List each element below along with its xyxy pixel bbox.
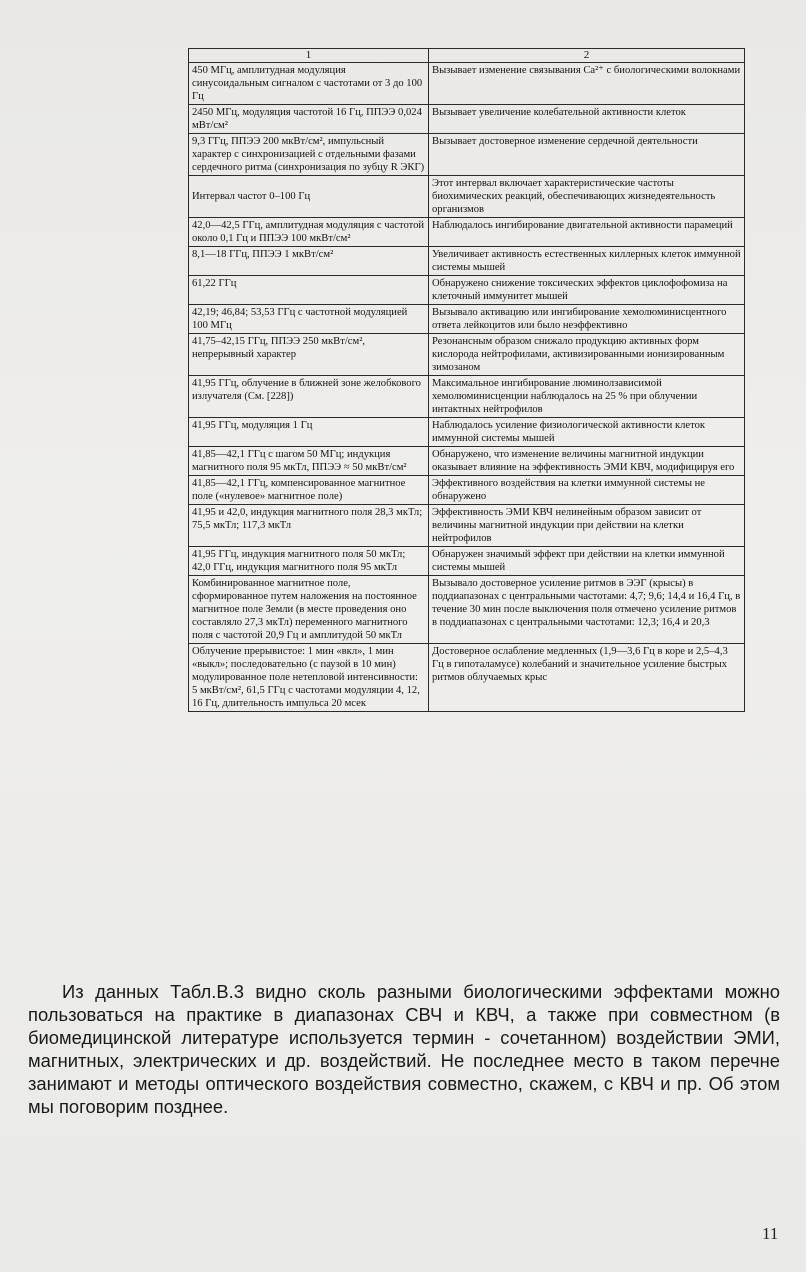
table-row: [189, 276, 745, 305]
table-cell-effect: Резонансным образом снижало продукцию активных форм кислорода нейтрофилами, активизированными ионизированным зимозаном: [429, 334, 745, 376]
table-cell-exposure: 42,0—42,5 ГГц, амплитудная модуляция с частотой около 0,1 Гц и ППЭЭ 100 мкВт/см²: [189, 218, 429, 247]
table-cell-effect: Этот интервал включает характеристические частоты биохимических реакций, обеспечивающих жизнедеятельность организмов: [429, 176, 745, 218]
table-cell-effect: Вызывало достоверное усиление ритмов в ЭЭГ (крысы) в поддиапазонах с центральными частотами: 4,7; 9,6; 14,4 и 16,4 Гц, в течение 30 мин после выключения поля отмечено усиление ритмов в поддиапазонах с центральными частотами: 12,3; 16,4 и 20,3: [429, 576, 745, 644]
table-cell-effect: Вызывало активацию или ингибирование хемолюминисцентного ответа лейкоцитов или было неэффективно: [429, 305, 745, 334]
body-paragraph: Из данных Табл.В.3 видно сколь разными биологическими эффектами можно пользоваться на практике в диапазонах СВЧ и КВЧ, а также при совместном (в биомедицинской литературе используется термин - сочетанном) воздействии ЭМИ, магнитных, электрических и др. воздействий. Не последнее место в таком перечне занимают и методы оптического воздействия совместно, скажем, с КВЧ и пр. Об этом мы поговорим позднее.: [28, 981, 780, 1118]
table-cell-exposure: 41,95 и 42,0, индукция магнитного поля 28,3 мкТл; 75,5 мкТл; 117,3 мкТл: [189, 505, 429, 547]
table-cell-effect: Вызывает достоверное изменение сердечной деятельности: [429, 134, 745, 176]
page-number: 11: [762, 1224, 779, 1243]
table-cell-effect: Максимальное ингибирование люминолзависимой хемолюминисценции наблюдалось на 25 % при облучении интактных нейтрофилов: [429, 376, 745, 418]
table-cell-effect: Увеличивает активность естественных киллерных клеток иммунной системы мышей: [429, 247, 745, 276]
table-row: [189, 505, 745, 547]
table-row: [189, 134, 745, 176]
table-row: [189, 447, 745, 476]
table-row: [189, 176, 745, 218]
table-cell-exposure: Комбинированное магнитное поле, сформированное путем наложения на постоянное магнитное поле Земли (в месте проведения оно составляло 27,3 мкТл) переменного магнитного поля с частотой 20,9 Гц и амплитудой 50 мкТл: [189, 576, 429, 644]
table-header-cell: 1: [189, 49, 429, 63]
table-cell-exposure: 41,95 ГГц, индукция магнитного поля 50 мкТл; 42,0 ГГц, индукция магнитного поля 95 мкТл: [189, 547, 429, 576]
table-cell-exposure: 41,85—42,1 ГГц с шагом 50 МГц; индукция магнитного поля 95 мкТл, ППЭЭ ≈ 50 мкВт/см²: [189, 447, 429, 476]
effects-table-container: [188, 48, 742, 712]
table-cell-exposure: 41,95 ГГц, облучение в ближней зоне желобкового излучателя (См. [228]): [189, 376, 429, 418]
table-cell-effect: Обнаружено снижение токсических эффектов циклофофомиза на клеточный иммунитет мышей: [429, 276, 745, 305]
table-row: [189, 334, 745, 376]
table-cell-effect: Обнаружено, что изменение величины магнитной индукции оказывает влияние на эффективность ЭМИ КВЧ, модифицируя его: [429, 447, 745, 476]
effects-table: [188, 48, 745, 712]
table-row: [189, 105, 745, 134]
table-cell-effect: Достоверное ослабление медленных (1,9—3,6 Гц в коре и 2,5–4,3 Гц в гипоталамусе) колебаний и значительное усиление быстрых ритмов облучаемых крыс: [429, 644, 745, 712]
table-cell-exposure: 8,1—18 ГГц, ППЭЭ 1 мкВт/см²: [189, 247, 429, 276]
table-cell-effect: Вызывает изменение связывания Са²⁺ с биологическими волокнами: [429, 63, 745, 105]
table-row: [189, 418, 745, 447]
table-cell-exposure: 61,22 ГГц: [189, 276, 429, 305]
table-cell-exposure: 41,95 ГГц, модуляция 1 Гц: [189, 418, 429, 447]
table-header-row: [189, 49, 745, 63]
table-cell-exposure: 9,3 ГГц, ППЭЭ 200 мкВт/см², импульсный характер с синхронизацией с отдельными фазами сердечного ритма (синхронизация по зубцу R ЭКГ): [189, 134, 429, 176]
table-row: [189, 376, 745, 418]
table-row: [189, 644, 745, 712]
table-cell-exposure: 41,75–42,15 ГГц, ППЭЭ 250 мкВт/см², непрерывный характер: [189, 334, 429, 376]
table-cell-exposure: 2450 МГц, модуляция частотой 16 Гц, ППЭЭ 0,024 мВт/см²: [189, 105, 429, 134]
table-row: [189, 476, 745, 505]
table-row: [189, 576, 745, 644]
table-header-cell: 2: [429, 49, 745, 63]
table-cell-exposure: Интервал частот 0–100 Гц: [189, 176, 429, 218]
table-row: [189, 547, 745, 576]
table-cell-exposure: Облучение прерывистое: 1 мин «вкл», 1 мин «выкл»; последовательно (с паузой в 10 мин) модулированное поле нетепловой интенсивности: 5 мкВт/см², 61,5 ГГц с частотами модуляции 4, 12, 16 Гц, длительность импульса 20 мсек: [189, 644, 429, 712]
table-row: [189, 63, 745, 105]
table-cell-effect: Эффективность ЭМИ КВЧ нелинейным образом зависит от величины магнитной индукции при действии на клетки нейтрофилов: [429, 505, 745, 547]
table-cell-effect: Эффективного воздействия на клетки иммунной системы не обнаружено: [429, 476, 745, 505]
table-cell-exposure: 41,85—42,1 ГГц, компенсированное магнитное поле («нулевое» магнитное поле): [189, 476, 429, 505]
table-row: [189, 218, 745, 247]
table-cell-effect: Обнаружен значимый эффект при действии на клетки иммунной системы мышей: [429, 547, 745, 576]
table-row: [189, 305, 745, 334]
table-cell-exposure: 450 МГц, амплитудная модуляция синусоидальным сигналом с частотами от 3 до 100 Гц: [189, 63, 429, 105]
table-cell-exposure: 42,19; 46,84; 53,53 ГГц с частотной модуляцией 100 МГц: [189, 305, 429, 334]
table-cell-effect: Наблюдалось усиление физиологической активности клеток иммунной системы мышей: [429, 418, 745, 447]
table-cell-effect: Вызывает увеличение колебательной активности клеток: [429, 105, 745, 134]
table-row: [189, 247, 745, 276]
table-cell-effect: Наблюдалось ингибирование двигательной активности парамеций: [429, 218, 745, 247]
